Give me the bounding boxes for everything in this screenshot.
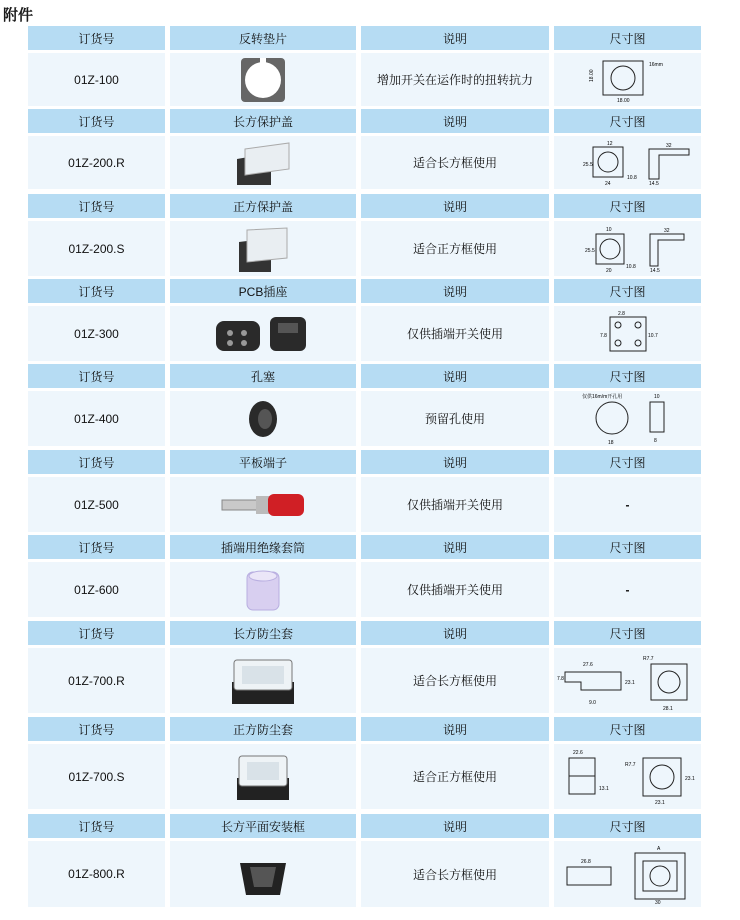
dimension-drawing [554, 306, 701, 361]
pcb-socket-icon [208, 309, 318, 359]
dim-label: 仅供16m/m开孔用 [581, 393, 622, 400]
header-dim: 尺寸图 [554, 109, 701, 133]
dim-label: 18 [607, 439, 614, 446]
table-header [28, 109, 701, 133]
description: 适合正方框使用 [361, 744, 549, 809]
insulation-sleeve-icon [239, 566, 287, 614]
header-dim: 尺寸图 [554, 26, 701, 50]
dim-label: 7.8 [599, 332, 607, 339]
header-order-no: 订货号 [28, 450, 165, 474]
rect-dust-cover-icon [228, 654, 298, 708]
product-image [170, 841, 356, 907]
dim-label: 28.1 [663, 705, 673, 712]
header-desc: 说明 [361, 109, 549, 133]
table-row [28, 562, 701, 617]
header-desc: 说明 [361, 364, 549, 388]
order-code: 01Z-600 [28, 562, 165, 617]
page-title: 附件 [3, 7, 34, 24]
order-code: 01Z-200.R [28, 136, 165, 189]
dim-label: 7.8 [557, 675, 564, 682]
header-name: 插端用绝缘套筒 [170, 535, 356, 559]
product-image [170, 306, 356, 361]
dim-label: 10 [653, 393, 660, 400]
dim-label: 25.5 [582, 161, 593, 168]
order-code: 01Z-500 [28, 477, 165, 532]
header-order-no: 订货号 [28, 26, 165, 50]
washer-icon [238, 55, 288, 105]
product-image [170, 136, 356, 189]
header-order-no: 订货号 [28, 535, 165, 559]
dim-label: R7.7 [625, 761, 636, 768]
order-code: 01Z-700.R [28, 648, 165, 713]
header-name: PCB插座 [170, 279, 356, 303]
dim-label: 10.8 [625, 263, 636, 270]
table-row [28, 477, 701, 532]
table-row [28, 391, 701, 446]
header-order-no: 订货号 [28, 364, 165, 388]
header-name: 长方防尘套 [170, 621, 356, 645]
header-name: 正方防尘套 [170, 717, 356, 741]
header-desc: 说明 [361, 279, 549, 303]
product-image [170, 477, 356, 532]
table-header [28, 279, 701, 303]
header-dim: 尺寸图 [554, 194, 701, 218]
dim-label: 10 [605, 226, 612, 233]
header-dim: 尺寸图 [554, 814, 701, 838]
table-header [28, 535, 701, 559]
product-image [170, 221, 356, 276]
description: 适合正方框使用 [361, 221, 549, 276]
dimension-drawing [554, 221, 701, 276]
header-desc: 说明 [361, 194, 549, 218]
order-code: 01Z-200.S [28, 221, 165, 276]
dim-label: 2.8 [617, 310, 625, 317]
table-row [28, 221, 701, 276]
header-name: 平板端子 [170, 450, 356, 474]
header-order-no: 订货号 [28, 279, 165, 303]
dimension-drawing [554, 841, 701, 907]
header-dim: 尺寸图 [554, 621, 701, 645]
product-image [170, 648, 356, 713]
product-image [170, 744, 356, 809]
header-name: 反转垫片 [170, 26, 356, 50]
table-row [28, 306, 701, 361]
dim-label: 23.1 [685, 775, 695, 782]
dim-label: 12 [606, 140, 613, 147]
dimension-drawing [554, 744, 701, 809]
table-row [28, 744, 701, 809]
dim-label: 13.1 [599, 785, 609, 792]
description: 适合长方框使用 [361, 841, 549, 907]
header-dim: 尺寸图 [554, 535, 701, 559]
table-row [28, 648, 701, 713]
table-header [28, 450, 701, 474]
header-desc: 说明 [361, 535, 549, 559]
header-order-no: 订货号 [28, 621, 165, 645]
hole-plug-icon [243, 396, 283, 442]
dim-label: 10.7 [647, 332, 658, 339]
table-row [28, 841, 701, 907]
dim-label: 16mm [648, 61, 663, 68]
square-cover-icon [235, 224, 291, 274]
square-dust-cover-icon [233, 750, 293, 804]
dimension-none: - [554, 477, 701, 532]
header-order-no: 订货号 [28, 109, 165, 133]
order-code: 01Z-300 [28, 306, 165, 361]
header-name: 孔塞 [170, 364, 356, 388]
dim-label: 23.1 [625, 679, 635, 686]
mounting-frame-icon [236, 849, 290, 899]
order-code: 01Z-800.R [28, 841, 165, 907]
description: 适合长方框使用 [361, 136, 549, 189]
dimension-drawing [554, 391, 701, 446]
product-image [170, 562, 356, 617]
dim-label: 9.0 [589, 699, 596, 706]
header-order-no: 订货号 [28, 717, 165, 741]
dim-label: 24 [604, 180, 611, 187]
header-order-no: 订货号 [28, 814, 165, 838]
dim-label: 14.5 [649, 267, 660, 274]
description: 仅供插端开关使用 [361, 562, 549, 617]
rect-cover-icon [231, 139, 295, 187]
header-dim: 尺寸图 [554, 364, 701, 388]
product-image [170, 53, 356, 106]
table-header [28, 364, 701, 388]
dim-label: A [657, 846, 661, 852]
dim-label: 22.6 [573, 749, 583, 756]
dim-label: 25.5 [584, 247, 595, 254]
dim-label: 30 [655, 900, 661, 905]
description: 增加开关在运作时的扭转抗力 [361, 53, 549, 106]
dim-label: 14.5 [648, 180, 659, 187]
dimension-none: - [554, 562, 701, 617]
description: 仅供插端开关使用 [361, 306, 549, 361]
header-desc: 说明 [361, 717, 549, 741]
description: 预留孔使用 [361, 391, 549, 446]
dimension-drawing [554, 648, 701, 713]
header-name: 长方平面安装框 [170, 814, 356, 838]
dimension-drawing [554, 53, 701, 106]
table-header [28, 26, 701, 50]
description: 适合长方框使用 [361, 648, 549, 713]
header-dim: 尺寸图 [554, 717, 701, 741]
dim-label: 32 [665, 142, 672, 149]
order-code: 01Z-700.S [28, 744, 165, 809]
header-desc: 说明 [361, 621, 549, 645]
dim-label: 32 [663, 227, 670, 234]
table-header [28, 717, 701, 741]
order-code: 01Z-100 [28, 53, 165, 106]
dim-label: 18.00 [588, 68, 595, 82]
header-order-no: 订货号 [28, 194, 165, 218]
header-desc: 说明 [361, 450, 549, 474]
dim-label: 27.6 [583, 661, 593, 668]
dim-label: 20 [605, 267, 612, 274]
table-header [28, 621, 701, 645]
dim-label: 18.00 [616, 97, 630, 104]
dimension-drawing [554, 136, 701, 189]
dim-label: 8 [653, 437, 657, 444]
order-code: 01Z-400 [28, 391, 165, 446]
dim-label: R7.7 [643, 655, 654, 662]
header-dim: 尺寸图 [554, 450, 701, 474]
dim-label: 10.8 [626, 174, 637, 181]
table-row [28, 136, 701, 189]
header-desc: 说明 [361, 26, 549, 50]
product-image [170, 391, 356, 446]
header-desc: 说明 [361, 814, 549, 838]
description: 仅供插端开关使用 [361, 477, 549, 532]
dim-label: 26.8 [581, 859, 591, 865]
table-header [28, 814, 701, 838]
header-name: 长方保护盖 [170, 109, 356, 133]
table-row [28, 53, 701, 106]
table-header [28, 194, 701, 218]
dim-label: 23.1 [655, 799, 665, 806]
header-dim: 尺寸图 [554, 279, 701, 303]
header-name: 正方保护盖 [170, 194, 356, 218]
flat-terminal-icon [218, 490, 308, 520]
